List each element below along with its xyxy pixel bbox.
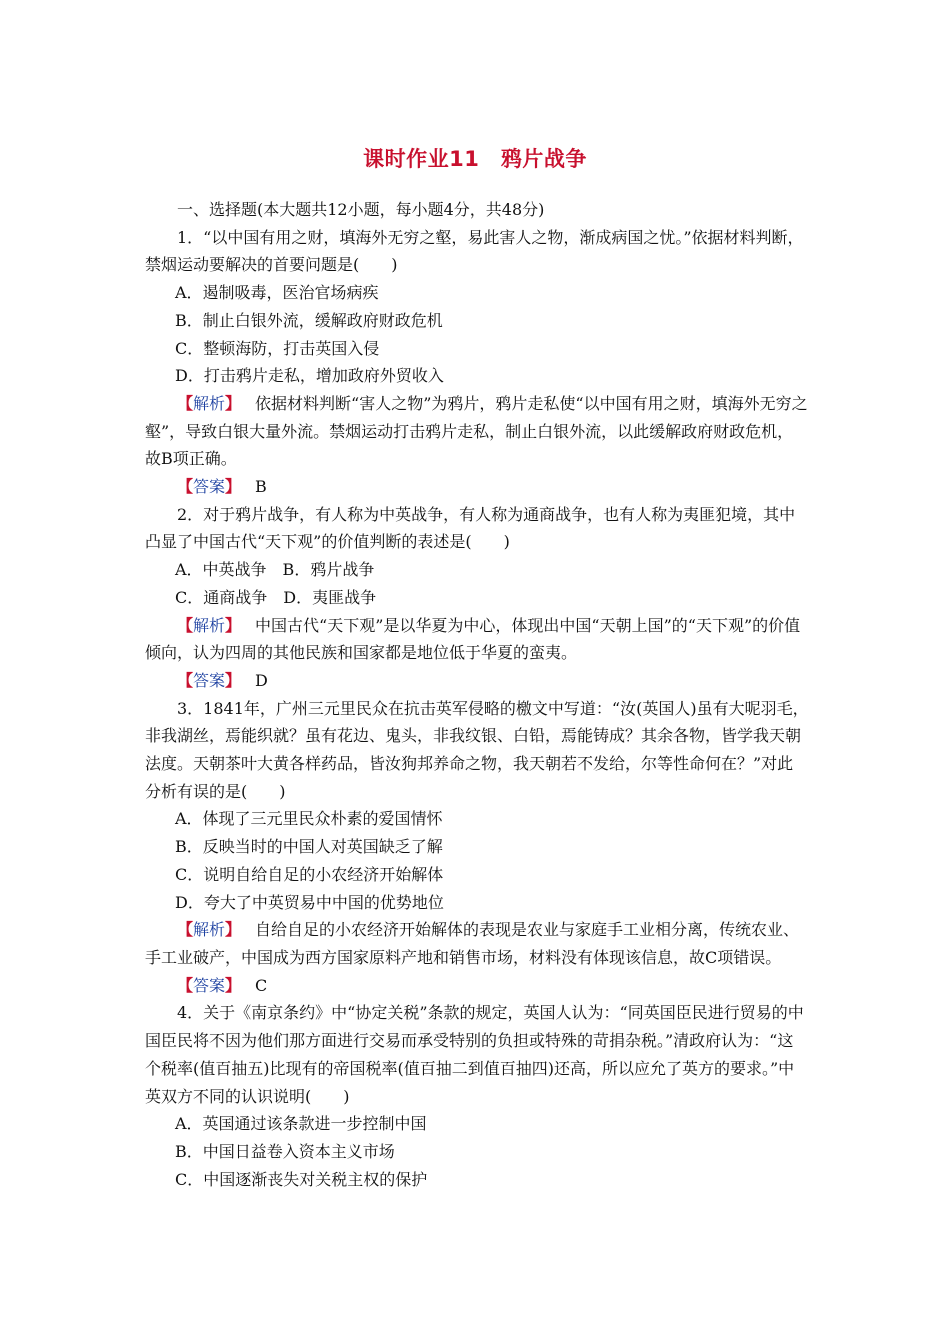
bracket-left: 【 bbox=[177, 670, 194, 690]
option-ab: A．中英战争 B．鸦片战争 bbox=[175, 560, 375, 580]
bracket-right: 】 bbox=[225, 615, 242, 635]
answer-label: 答案 bbox=[193, 975, 226, 995]
answer-value: D bbox=[255, 670, 268, 690]
option-a: A．英国通过该条款进一步控制中国 bbox=[175, 1114, 427, 1134]
section-heading: 一、选择题(本大题共12小题，每小题4分，共48分) bbox=[177, 200, 545, 219]
option-b: B．中国日益卷入资本主义市场 bbox=[175, 1141, 395, 1161]
bracket-left: 【 bbox=[177, 975, 194, 995]
question-stem: 3．1841年，广州三元里民众在抗击英军侵略的檄文中写道：“汝(英国人)虽有大呢羽毛，非我湖丝，焉能织就？虽有花边、鬼头，非我纹银、白铅，焉能铸成？其余各物，皆学我天朝法度。天朝茶叶大黄各样药品，皆汝狗邦养命之物，我天朝若不发给，尔等性命何在？”对此分析有误的是( ) bbox=[145, 698, 809, 801]
answer-label: 答案 bbox=[193, 477, 226, 497]
question-stem: 2．对于鸦片战争，有人称为中英战争，有人称为通商战争，也有人称为夷匪犯境，其中凸显了中国古代“天下观”的价值判断的表述是( ) bbox=[145, 504, 796, 552]
analysis-text: 中国古代“天下观”是以华夏为中心，体现出中国“天朝上国”的“天下观”的价值倾向，认为四周的其他民族和国家都是地位低于华夏的蛮夷。 bbox=[145, 615, 801, 663]
question-stem: 4．关于《南京条约》中“协定关税”条款的规定，英国人认为：“同英国臣民进行贸易的中国臣民将不因为他们那方面进行交易而承受特别的负担或特殊的苛捐杂税。”清政府认为：“这个税率(值百抽五)比现有的帝国税率(值百抽二到值百抽四)还高，所以应允了英方的要求。”中英双方不同的认识说明( ) bbox=[145, 1003, 804, 1106]
answer-value: C bbox=[255, 975, 268, 995]
question-stem: 1．“以中国有用之财，填海外无穷之壑，易此害人之物，渐成病国之忧。”依据材料判断，禁烟运动要解决的首要问题是( ) bbox=[145, 227, 804, 275]
bracket-left: 【 bbox=[177, 615, 194, 635]
option-a: A．体现了三元里民众朴素的爱国情怀 bbox=[175, 809, 443, 829]
question-3 bbox=[145, 695, 809, 1000]
option-b: B．制止白银外流，缓解政府财政危机 bbox=[175, 310, 443, 330]
analysis-label: 解析 bbox=[193, 393, 226, 413]
answer-value: B bbox=[255, 477, 267, 497]
analysis-block bbox=[145, 612, 809, 667]
bracket-right: 】 bbox=[225, 477, 242, 497]
answer-block bbox=[145, 473, 809, 501]
analysis-block bbox=[145, 916, 809, 971]
analysis-text: 依据材料判断“害人之物”为鸦片，鸦片走私使“以中国有用之财，填海外无穷之壑”，导致白银大量外流。禁烟运动打击鸦片走私，制止白银外流，以此缓解政府财政危机，故B项正确。 bbox=[145, 393, 808, 469]
document-body bbox=[145, 196, 809, 1193]
answer-block bbox=[145, 667, 809, 695]
option-b: B．反映当时的中国人对英国缺乏了解 bbox=[175, 837, 443, 857]
question-4 bbox=[145, 999, 809, 1193]
bracket-left: 【 bbox=[177, 477, 194, 497]
answer-label: 答案 bbox=[193, 670, 226, 690]
page-title: 课时作业11 鸦片战争 bbox=[363, 147, 587, 171]
analysis-label: 解析 bbox=[193, 615, 226, 635]
question-1 bbox=[145, 224, 809, 501]
analysis-label: 解析 bbox=[193, 920, 226, 940]
bracket-right: 】 bbox=[225, 670, 242, 690]
bracket-right: 】 bbox=[225, 920, 242, 940]
answer-block bbox=[145, 972, 809, 1000]
option-d: D．打击鸦片走私，增加政府外贸收入 bbox=[175, 366, 444, 386]
option-c: C．整顿海防，打击英国入侵 bbox=[175, 338, 380, 358]
question-2 bbox=[145, 501, 809, 695]
bracket-left: 【 bbox=[177, 393, 194, 413]
bracket-right: 】 bbox=[225, 393, 242, 413]
analysis-text: 自给自足的小农经济开始解体的表现是农业与家庭手工业相分离，传统农业、手工业破产，中国成为西方国家原料产地和销售市场，材料没有体现该信息，故C项错误。 bbox=[145, 920, 800, 967]
option-a: A．遏制吸毒，医治官场病疾 bbox=[175, 283, 379, 303]
option-d: D．夸大了中英贸易中中国的优势地位 bbox=[175, 892, 444, 912]
bracket-right: 】 bbox=[225, 975, 242, 995]
option-c: C．说明自给自足的小农经济开始解体 bbox=[175, 864, 444, 884]
bracket-left: 【 bbox=[177, 920, 194, 940]
option-cd: C．通商战争 D．夷匪战争 bbox=[175, 587, 377, 607]
analysis-block bbox=[145, 390, 809, 473]
option-c: C．中国逐渐丧失对关税主权的保护 bbox=[175, 1169, 428, 1189]
